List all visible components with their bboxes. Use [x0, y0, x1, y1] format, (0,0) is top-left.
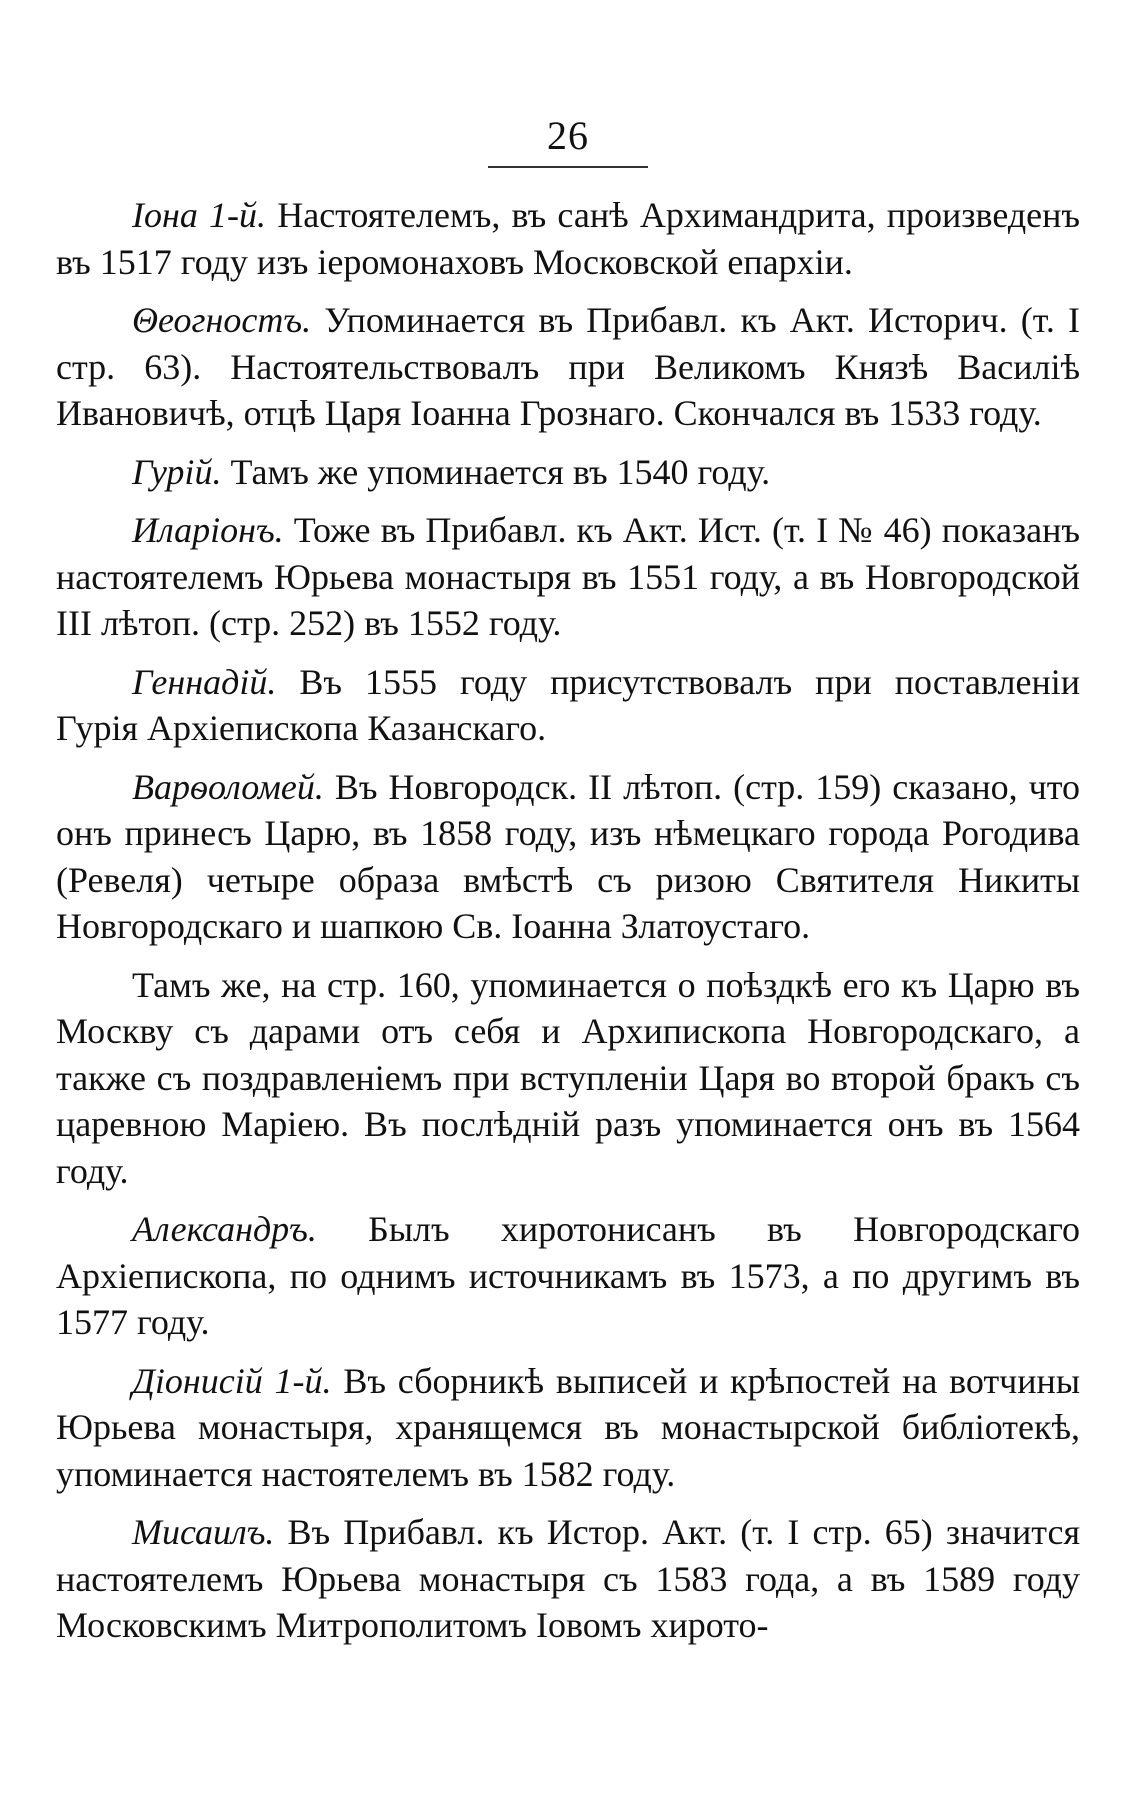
- entry-text: Былъ хиротонисанъ въ Новгородскаго Архіепископа, по однимъ источникамъ въ 1573, а по другимъ въ 1577 году.: [56, 1209, 1080, 1342]
- entry-name: Иларіонъ.: [132, 510, 284, 550]
- entry-gennadiy: [56, 659, 1080, 752]
- entry-text: Настоятелемъ, въ санѣ Архимандрита, произведенъ въ 1517 году изъ іеромонаховъ Московской епархіи.: [56, 195, 1080, 282]
- entry-text: Въ Новгородск. II лѣтоп. (стр. 159) сказано, что онъ принесъ Царю, въ 1858 году, изъ нѣмецкаго города Рогодива (Ревеля) четыре образа вмѣстѣ съ ризою Святителя Никиты Новгородскаго и шапкою Св. Іоанна Златоустаго.: [56, 766, 1080, 946]
- entry-iona: [56, 192, 1080, 285]
- entry-text: Въ сборникѣ выписей и крѣпостей на вотчины Юрьева монастыря, хранящемся въ монастырской библіотекѣ, упоминается настоятелемъ въ 1582 году.: [56, 1360, 1080, 1494]
- entries-list: [56, 192, 1080, 1661]
- entry-text: Въ Прибавл. къ Истор. Акт. (т. I стр. 65) значится настоятелемъ Юрьева монастыря съ 1583 года, а въ 1589 году Московскимъ Митрополитомъ Іовомъ хирото-: [56, 1512, 1080, 1645]
- book-page: [56, 0, 1080, 1797]
- entry-text: Тамъ же упоминается въ 1540 году.: [221, 451, 771, 492]
- entry-name: Варѳоломей.: [132, 766, 324, 807]
- entry-name: Мисаилъ.: [132, 1512, 275, 1552]
- entry-name: Θеогностъ.: [132, 300, 312, 340]
- entry-text: Тамъ же, на стр. 160, упоминается о поѣздкѣ его къ Царю въ Москву съ дарами отъ себя и Архипископа Новгородскаго, а также съ поздравленіемъ при вступленіи Царя во второй бракъ съ царевною Маріею. Въ послѣдній разъ упоминается онъ въ 1564 году.: [56, 964, 1080, 1191]
- entry-guriy: [56, 449, 1080, 496]
- entry-misail: [56, 1509, 1080, 1649]
- entry-text: Въ 1555 году присутствовалъ при поставленіи Гурія Архіепископа Казанскаго.: [56, 661, 1080, 748]
- entry-ilarion: [56, 507, 1080, 647]
- entry-feognost: [56, 297, 1080, 437]
- entry-text: Тоже въ Прибавл. къ Акт. Ист. (т. I № 46) показанъ настоятелемъ Юрьева монастыря въ 1551 году, а въ Новгородской III лѣтоп. (стр. 252) въ 1552 году.: [56, 510, 1080, 643]
- entry-name: Іона 1-й.: [132, 195, 267, 235]
- entry-text: Упоминается въ Прибавл. къ Акт. Историч. (т. I стр. 63). Настоятельствовалъ при Великомъ Князѣ Василіѣ Ивановичѣ, отцѣ Царя Іоанна Грознаго. Скончался въ 1533 году.: [56, 300, 1080, 433]
- entry-name: Діонисій 1-й.: [132, 1360, 332, 1401]
- page-number-rule: [488, 166, 648, 168]
- entry-dionisiy: [56, 1358, 1080, 1498]
- entry-aleksandr: [56, 1206, 1080, 1346]
- entry-name: Геннадій.: [132, 661, 277, 702]
- entry-varfolomey: [56, 764, 1080, 950]
- entry-name: Гурій.: [132, 451, 222, 492]
- entry-varfolomey-continued: [56, 962, 1080, 1195]
- entry-name: Александръ.: [132, 1209, 317, 1249]
- page-number: 26: [547, 113, 589, 158]
